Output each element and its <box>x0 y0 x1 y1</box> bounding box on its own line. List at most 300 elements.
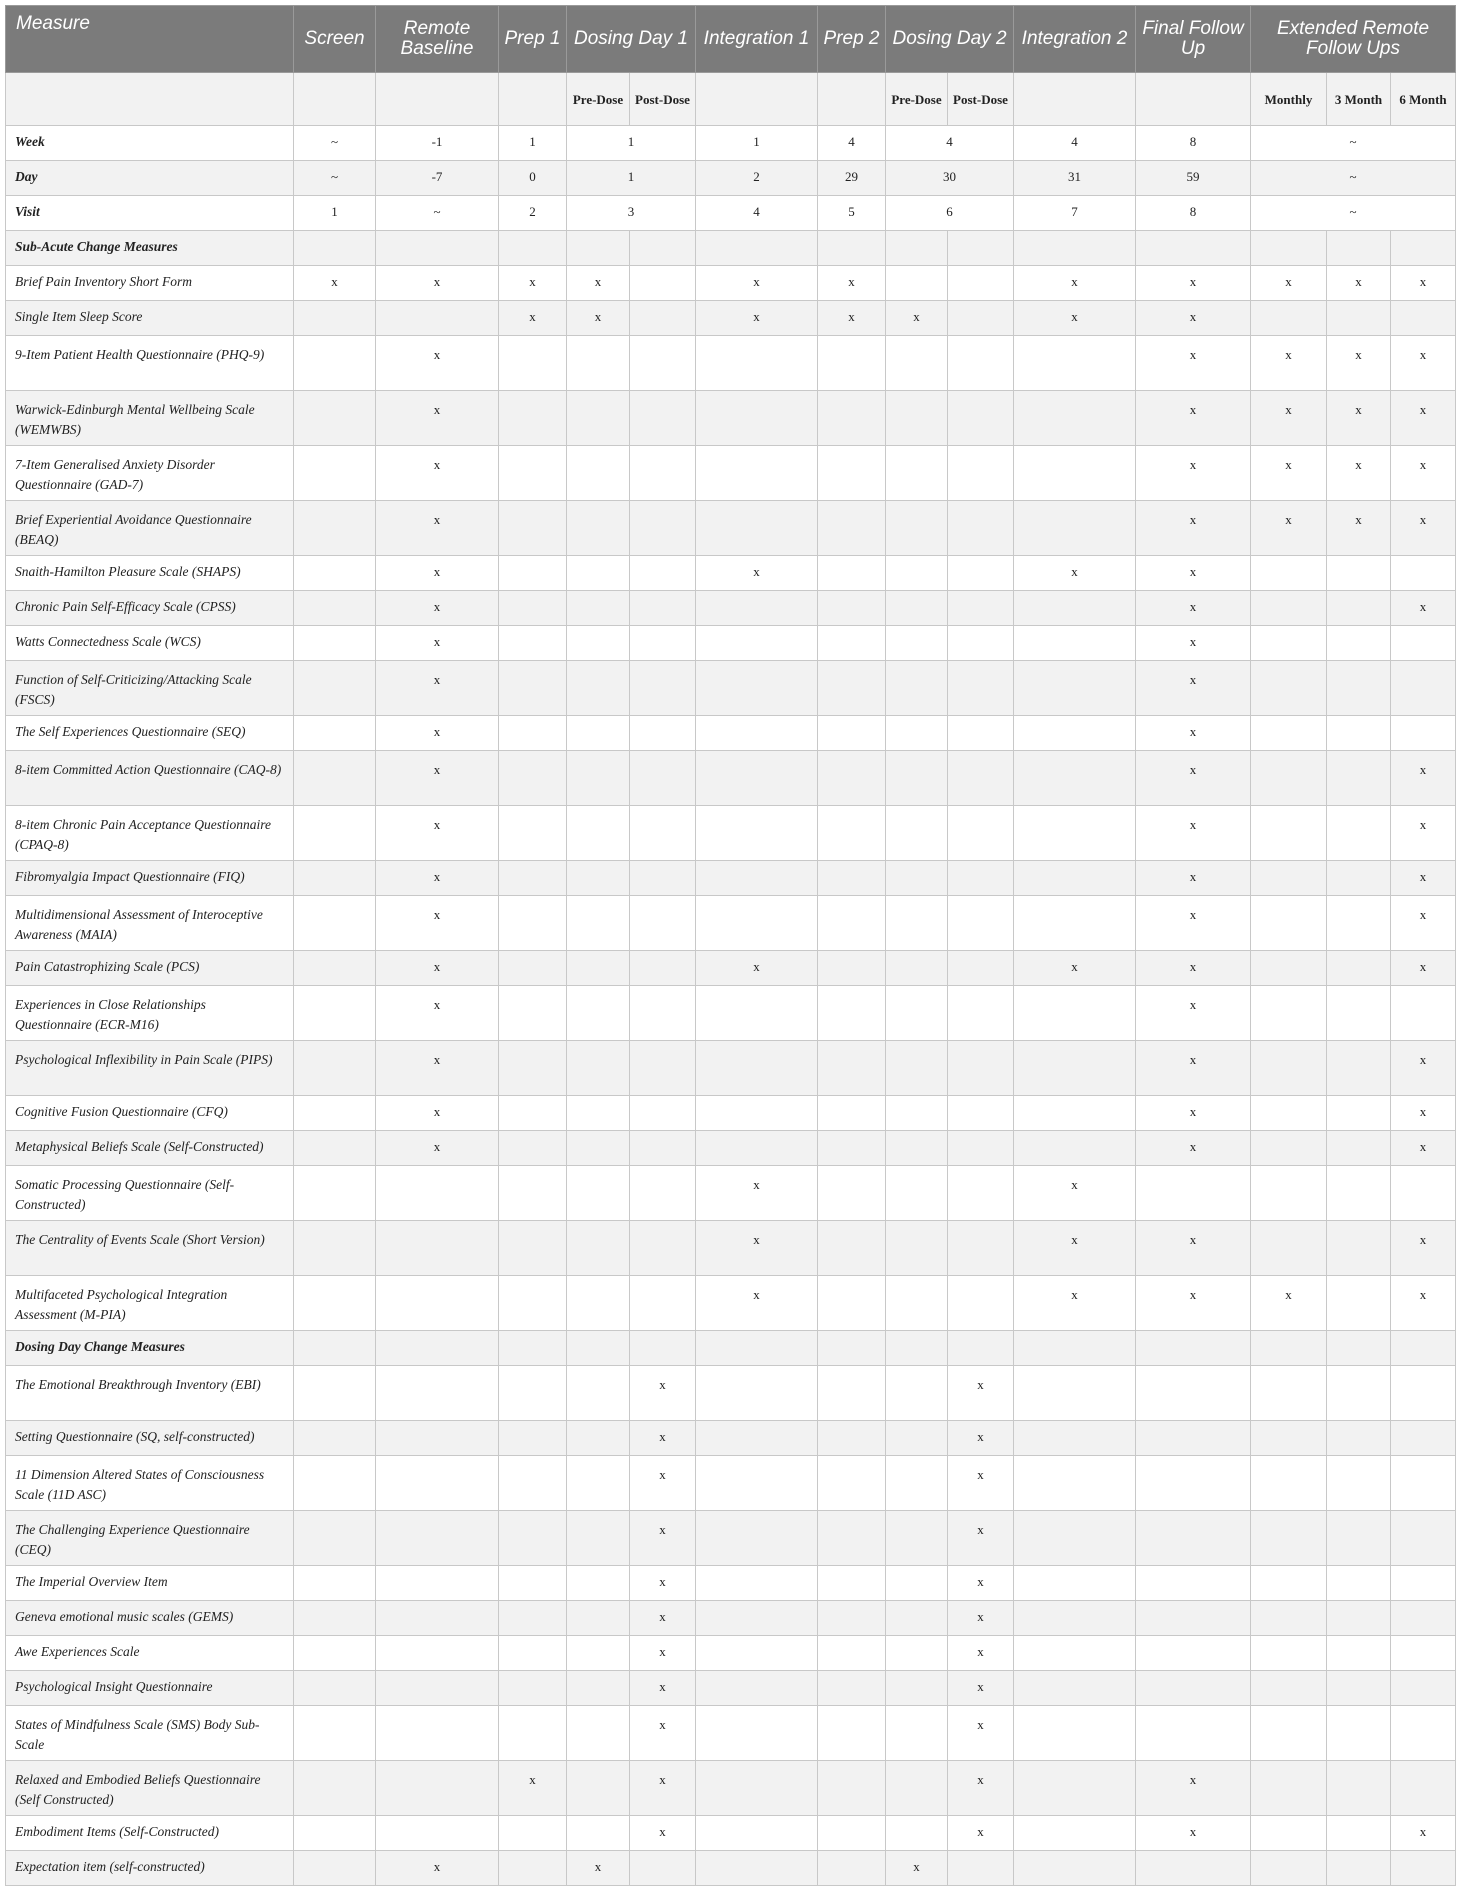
schedule-mark <box>1327 1456 1391 1511</box>
subheader-cell <box>696 73 818 126</box>
timeline-cell: 4 <box>886 126 1014 161</box>
schedule-mark <box>886 806 948 861</box>
timeline-cell: 3 <box>567 196 696 231</box>
schedule-mark <box>948 1166 1014 1221</box>
timeline-cell: 0 <box>499 161 567 196</box>
schedule-mark <box>499 986 567 1041</box>
schedule-mark <box>499 806 567 861</box>
schedule-mark <box>1251 1601 1327 1636</box>
schedule-mark: x <box>948 1566 1014 1601</box>
schedule-mark <box>1327 301 1391 336</box>
schedule-mark <box>948 951 1014 986</box>
col-prep-2: Prep 2 <box>818 6 886 73</box>
schedule-mark <box>294 1221 376 1276</box>
schedule-mark: x <box>376 896 499 951</box>
schedule-mark <box>499 501 567 556</box>
schedule-mark <box>696 716 818 751</box>
schedule-mark <box>294 1511 376 1566</box>
schedule-mark <box>1391 1671 1456 1706</box>
schedule-mark <box>1251 1636 1327 1671</box>
table-row <box>6 1366 1456 1421</box>
schedule-mark <box>948 626 1014 661</box>
schedule-mark <box>818 661 886 716</box>
measure-name: The Emotional Breakthrough Inventory (EBI) <box>6 1366 294 1421</box>
timeline-row <box>6 196 1456 231</box>
schedule-mark <box>1251 1671 1327 1706</box>
schedule-mark: x <box>630 1511 696 1566</box>
schedule-mark <box>1251 806 1327 861</box>
schedule-mark: x <box>1014 1166 1136 1221</box>
schedule-mark <box>886 951 948 986</box>
schedule-mark <box>294 591 376 626</box>
empty-cell <box>1327 231 1391 266</box>
subheader-monthly: Monthly <box>1251 73 1327 126</box>
schedule-mark <box>567 806 630 861</box>
schedule-mark <box>696 661 818 716</box>
schedule-mark <box>1391 661 1456 716</box>
col-measure: Measure <box>6 6 294 73</box>
schedule-mark <box>499 861 567 896</box>
timeline-cell: 2 <box>696 161 818 196</box>
schedule-mark <box>630 266 696 301</box>
schedule-mark: x <box>376 806 499 861</box>
schedule-mark <box>499 1041 567 1096</box>
schedule-mark <box>1391 1636 1456 1671</box>
col-integration-2: Integration 2 <box>1014 6 1136 73</box>
schedule-mark: x <box>630 1566 696 1601</box>
table-row <box>6 626 1456 661</box>
timeline-row <box>6 126 1456 161</box>
table-row <box>6 1166 1456 1221</box>
schedule-mark <box>1251 626 1327 661</box>
measure-name: Expectation item (self-constructed) <box>6 1851 294 1886</box>
schedule-mark <box>1014 716 1136 751</box>
schedule-mark: x <box>948 1511 1014 1566</box>
schedule-mark: x <box>886 301 948 336</box>
schedule-mark <box>1251 1041 1327 1096</box>
schedule-mark <box>294 1041 376 1096</box>
schedule-mark: x <box>1251 266 1327 301</box>
timeline-cell: 1 <box>696 126 818 161</box>
schedule-mark <box>1014 1566 1136 1601</box>
empty-cell <box>376 1331 499 1366</box>
schedule-mark <box>818 1566 886 1601</box>
schedule-mark: x <box>696 266 818 301</box>
schedule-mark <box>294 301 376 336</box>
schedule-mark: x <box>567 1851 630 1886</box>
measure-name: Psychological Insight Questionnaire <box>6 1671 294 1706</box>
schedule-mark <box>1391 1166 1456 1221</box>
empty-cell <box>1327 1331 1391 1366</box>
schedule-mark: x <box>948 1636 1014 1671</box>
table-row <box>6 1131 1456 1166</box>
schedule-mark <box>294 716 376 751</box>
schedule-mark <box>696 1636 818 1671</box>
schedule-mark <box>696 501 818 556</box>
schedule-mark: x <box>630 1706 696 1761</box>
schedule-mark: x <box>1391 861 1456 896</box>
schedule-mark <box>567 1096 630 1131</box>
col-screen: Screen <box>294 6 376 73</box>
schedule-mark: x <box>696 1166 818 1221</box>
measure-name: Watts Connectedness Scale (WCS) <box>6 626 294 661</box>
schedule-mark <box>818 951 886 986</box>
schedule-mark <box>567 1456 630 1511</box>
schedule-mark <box>294 626 376 661</box>
subheader-dose1-pre: Pre-Dose <box>567 73 630 126</box>
schedule-mark: x <box>1327 336 1391 391</box>
schedule-mark <box>1327 1096 1391 1131</box>
schedule-mark <box>376 1421 499 1456</box>
schedule-mark <box>567 1041 630 1096</box>
subheader-cell <box>376 73 499 126</box>
table-row <box>6 1601 1456 1636</box>
schedule-mark: x <box>376 951 499 986</box>
schedule-mark: x <box>1136 391 1251 446</box>
schedule-mark <box>567 1421 630 1456</box>
empty-cell <box>696 1331 818 1366</box>
timeline-row <box>6 161 1456 196</box>
schedule-mark <box>948 301 1014 336</box>
schedule-mark <box>886 446 948 501</box>
schedule-mark <box>886 986 948 1041</box>
table-row <box>6 1511 1456 1566</box>
col-final-follow-up: Final Follow Up <box>1136 6 1251 73</box>
section-header-row <box>6 1331 1456 1366</box>
measure-name: Multidimensional Assessment of Interoceptive Awareness (MAIA) <box>6 896 294 951</box>
schedule-mark: x <box>1391 1816 1456 1851</box>
schedule-mark <box>499 1816 567 1851</box>
measure-name: The Challenging Experience Questionnaire (CEQ) <box>6 1511 294 1566</box>
timeline-cell: 8 <box>1136 196 1251 231</box>
schedule-mark <box>294 1166 376 1221</box>
schedule-mark <box>567 896 630 951</box>
schedule-mark <box>1251 751 1327 806</box>
schedule-mark <box>1014 1636 1136 1671</box>
schedule-mark <box>696 626 818 661</box>
measure-name: 11 Dimension Altered States of Consciousness Scale (11D ASC) <box>6 1456 294 1511</box>
schedule-mark <box>818 1511 886 1566</box>
schedule-mark <box>567 1761 630 1816</box>
schedule-mark <box>818 716 886 751</box>
schedule-mark <box>1251 1851 1327 1886</box>
subheader-cell <box>1136 73 1251 126</box>
schedule-mark <box>567 336 630 391</box>
schedule-mark <box>818 1816 886 1851</box>
measure-name: Embodiment Items (Self-Constructed) <box>6 1816 294 1851</box>
measure-name: States of Mindfulness Scale (SMS) Body Sub-Scale <box>6 1706 294 1761</box>
measure-name: Relaxed and Embodied Beliefs Questionnaire (Self Constructed) <box>6 1761 294 1816</box>
empty-cell <box>886 1331 948 1366</box>
schedule-mark: x <box>1391 1041 1456 1096</box>
schedule-mark <box>499 1566 567 1601</box>
schedule-mark: x <box>1391 391 1456 446</box>
schedule-mark <box>886 896 948 951</box>
schedule-mark <box>630 1276 696 1331</box>
subheader-dose2-pre: Pre-Dose <box>886 73 948 126</box>
empty-cell <box>1391 1331 1456 1366</box>
schedule-mark <box>1391 556 1456 591</box>
schedule-mark: x <box>1391 1276 1456 1331</box>
schedule-mark <box>696 591 818 626</box>
schedule-mark <box>630 896 696 951</box>
schedule-mark <box>376 1566 499 1601</box>
schedule-mark: x <box>1391 1096 1456 1131</box>
table-row <box>6 1041 1456 1096</box>
schedule-mark <box>1014 446 1136 501</box>
empty-cell <box>630 1331 696 1366</box>
schedule-mark <box>886 1366 948 1421</box>
schedule-mark <box>499 1096 567 1131</box>
schedule-mark <box>630 501 696 556</box>
schedule-mark <box>818 806 886 861</box>
schedule-mark <box>376 1601 499 1636</box>
schedule-mark <box>818 1096 886 1131</box>
schedule-mark <box>499 1706 567 1761</box>
schedule-mark <box>567 1511 630 1566</box>
schedule-mark <box>1251 1706 1327 1761</box>
schedule-mark <box>948 556 1014 591</box>
schedule-mark <box>886 266 948 301</box>
schedule-mark <box>696 1851 818 1886</box>
measure-name: Metaphysical Beliefs Scale (Self-Constructed) <box>6 1131 294 1166</box>
schedule-mark: x <box>1136 1131 1251 1166</box>
timeline-cell: ~ <box>1251 196 1456 231</box>
schedule-mark: x <box>630 1761 696 1816</box>
schedule-mark <box>630 301 696 336</box>
schedule-mark: x <box>818 301 886 336</box>
schedule-mark <box>499 1511 567 1566</box>
timeline-cell: 2 <box>499 196 567 231</box>
schedule-mark: x <box>1136 1221 1251 1276</box>
schedule-mark <box>1014 1421 1136 1456</box>
schedule-mark <box>1251 1096 1327 1131</box>
schedule-mark <box>1136 1851 1251 1886</box>
schedule-mark <box>818 1671 886 1706</box>
schedule-mark <box>294 1601 376 1636</box>
schedule-mark <box>1251 896 1327 951</box>
measure-name: Pain Catastrophizing Scale (PCS) <box>6 951 294 986</box>
col-prep-1: Prep 1 <box>499 6 567 73</box>
schedule-mark <box>1327 861 1391 896</box>
schedule-mark: x <box>376 986 499 1041</box>
schedule-mark: x <box>1251 336 1327 391</box>
col-extended-remote-follow-ups: Extended Remote Follow Ups <box>1251 6 1456 73</box>
schedule-mark <box>499 1456 567 1511</box>
schedule-mark <box>376 1511 499 1566</box>
schedule-mark <box>1391 986 1456 1041</box>
empty-cell <box>1136 231 1251 266</box>
schedule-mark: x <box>1136 336 1251 391</box>
schedule-mark <box>1391 1761 1456 1816</box>
schedule-mark <box>1391 1366 1456 1421</box>
empty-cell <box>294 1331 376 1366</box>
schedule-mark: x <box>630 1456 696 1511</box>
schedule-mark <box>1327 1816 1391 1851</box>
schedule-mark <box>1327 1221 1391 1276</box>
schedule-mark <box>1014 1456 1136 1511</box>
table-row <box>6 1671 1456 1706</box>
schedule-mark <box>294 1421 376 1456</box>
timeline-cell: 5 <box>818 196 886 231</box>
schedule-mark <box>886 1601 948 1636</box>
schedule-mark <box>818 591 886 626</box>
schedule-mark <box>696 861 818 896</box>
table-row <box>6 896 1456 951</box>
measure-name: Experiences in Close Relationships Questionnaire (ECR-M16) <box>6 986 294 1041</box>
schedule-mark <box>630 986 696 1041</box>
timeline-cell: 30 <box>886 161 1014 196</box>
schedule-mark <box>294 986 376 1041</box>
schedule-mark <box>818 391 886 446</box>
schedule-mark <box>1014 1761 1136 1816</box>
empty-cell <box>499 1331 567 1366</box>
schedule-mark <box>1014 806 1136 861</box>
schedule-mark: x <box>1251 446 1327 501</box>
col-integration-1: Integration 1 <box>696 6 818 73</box>
schedule-mark <box>567 951 630 986</box>
row-label: Visit <box>6 196 294 231</box>
schedule-mark <box>630 661 696 716</box>
table-row <box>6 1706 1456 1761</box>
schedule-mark <box>948 1221 1014 1276</box>
schedule-mark: x <box>1136 806 1251 861</box>
schedule-mark <box>696 1706 818 1761</box>
schedule-mark <box>818 626 886 661</box>
schedule-mark <box>948 336 1014 391</box>
schedule-mark: x <box>948 1706 1014 1761</box>
schedule-mark <box>886 861 948 896</box>
schedule-mark: x <box>1136 446 1251 501</box>
schedule-mark <box>1014 336 1136 391</box>
timeline-cell: -1 <box>376 126 499 161</box>
schedule-mark <box>1251 556 1327 591</box>
schedule-mark <box>1391 1706 1456 1761</box>
schedule-mark <box>1327 591 1391 626</box>
timeline-cell: ~ <box>376 196 499 231</box>
table-row <box>6 986 1456 1041</box>
schedule-mark <box>294 1706 376 1761</box>
schedule-mark: x <box>1327 501 1391 556</box>
schedule-mark <box>294 861 376 896</box>
schedule-mark <box>630 751 696 806</box>
schedule-mark <box>696 1456 818 1511</box>
schedule-mark <box>818 1706 886 1761</box>
schedule-mark: x <box>1136 861 1251 896</box>
schedule-mark <box>499 1421 567 1456</box>
schedule-mark <box>294 1851 376 1886</box>
schedule-mark <box>376 1276 499 1331</box>
schedule-mark: x <box>1327 391 1391 446</box>
schedule-mark <box>948 1041 1014 1096</box>
schedule-mark <box>696 1816 818 1851</box>
schedule-mark <box>1136 1456 1251 1511</box>
schedule-mark: x <box>1391 266 1456 301</box>
schedule-mark <box>1251 1221 1327 1276</box>
schedule-mark <box>886 1221 948 1276</box>
schedule-mark <box>499 896 567 951</box>
schedule-mark <box>948 1851 1014 1886</box>
subheader-row <box>6 73 1456 126</box>
schedule-mark <box>1391 716 1456 751</box>
schedule-mark: x <box>567 266 630 301</box>
schedule-mark <box>1391 1601 1456 1636</box>
schedule-mark <box>1391 1566 1456 1601</box>
schedule-mark <box>818 986 886 1041</box>
schedule-mark: x <box>1391 1131 1456 1166</box>
schedule-mark <box>1327 716 1391 751</box>
schedule-mark: x <box>630 1601 696 1636</box>
schedule-mark: x <box>630 1671 696 1706</box>
empty-cell <box>1251 231 1327 266</box>
schedule-mark: x <box>1014 951 1136 986</box>
schedule-mark <box>1136 1421 1251 1456</box>
schedule-mark <box>1014 1511 1136 1566</box>
schedule-mark <box>886 1761 948 1816</box>
schedule-mark <box>1251 1566 1327 1601</box>
schedule-mark <box>696 1096 818 1131</box>
schedule-mark <box>1014 1816 1136 1851</box>
timeline-cell: 1 <box>567 126 696 161</box>
schedule-mark <box>818 1366 886 1421</box>
schedule-mark <box>818 1131 886 1166</box>
schedule-mark: x <box>1136 661 1251 716</box>
schedule-mark <box>1014 1096 1136 1131</box>
timeline-cell: 29 <box>818 161 886 196</box>
measure-name: 9-Item Patient Health Questionnaire (PHQ-9) <box>6 336 294 391</box>
schedule-mark <box>1014 896 1136 951</box>
schedule-mark <box>376 1761 499 1816</box>
schedule-mark <box>696 1421 818 1456</box>
table-row <box>6 446 1456 501</box>
schedule-mark <box>886 591 948 626</box>
schedule-mark <box>818 446 886 501</box>
schedule-mark: x <box>696 1221 818 1276</box>
schedule-mark <box>499 1366 567 1421</box>
schedule-mark <box>376 1706 499 1761</box>
table-row <box>6 266 1456 301</box>
timeline-cell: 4 <box>818 126 886 161</box>
schedule-mark <box>630 391 696 446</box>
schedule-mark: x <box>376 1131 499 1166</box>
subheader-dose2-post: Post-Dose <box>948 73 1014 126</box>
schedule-mark <box>499 1131 567 1166</box>
schedule-mark <box>696 806 818 861</box>
col-dosing-day-2: Dosing Day 2 <box>886 6 1014 73</box>
schedule-mark <box>1136 1566 1251 1601</box>
empty-cell <box>567 231 630 266</box>
schedule-mark <box>1136 1166 1251 1221</box>
timeline-cell: 59 <box>1136 161 1251 196</box>
schedule-mark <box>948 1276 1014 1331</box>
schedule-mark <box>886 1131 948 1166</box>
schedule-mark: x <box>696 301 818 336</box>
timeline-cell: 6 <box>886 196 1014 231</box>
schedule-mark <box>567 1636 630 1671</box>
schedule-mark <box>696 1566 818 1601</box>
schedule-mark <box>818 1276 886 1331</box>
measure-name: Awe Experiences Scale <box>6 1636 294 1671</box>
schedule-mark: x <box>1014 301 1136 336</box>
schedule-mark <box>567 501 630 556</box>
table-row <box>6 1851 1456 1886</box>
schedule-mark <box>1014 501 1136 556</box>
schedule-mark: x <box>1136 501 1251 556</box>
schedule-mark <box>1251 301 1327 336</box>
timeline-cell: ~ <box>294 161 376 196</box>
schedule-mark: x <box>376 861 499 896</box>
schedule-mark <box>499 626 567 661</box>
